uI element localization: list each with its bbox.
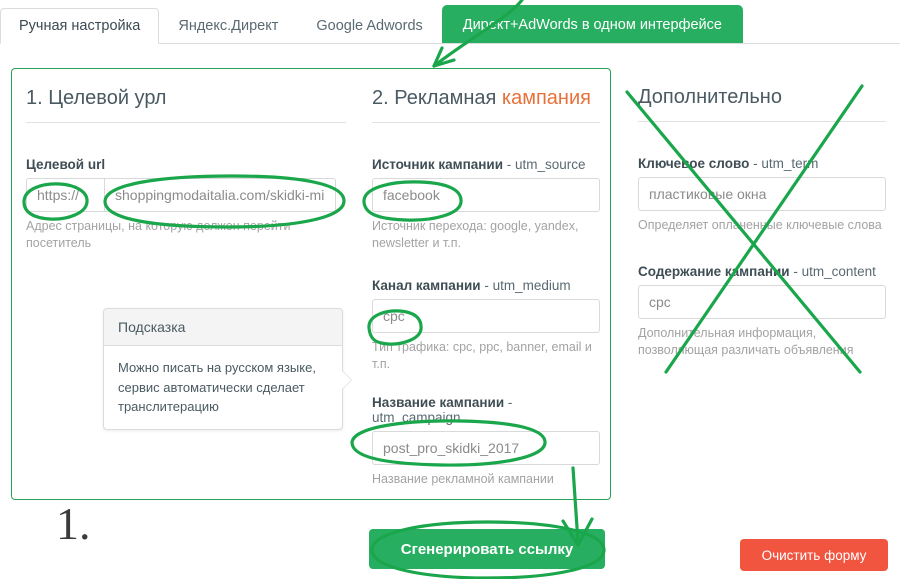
field-utm-content [638,264,886,359]
utm-term-input[interactable] [638,177,886,211]
tab-google-adwords[interactable] [297,7,441,43]
utm-campaign-input[interactable] [372,431,600,465]
step-number-annotation: 1. [56,498,91,549]
tab-label: Яндекс.Директ [178,17,279,34]
label-utm-term [638,156,886,171]
label-param: - utm_medium [480,277,571,293]
protocol-input[interactable] [26,178,104,212]
label-text: Канал кампании [372,277,481,293]
hint-utm-campaign: Название рекламной кампании [372,471,554,486]
column-campaign [372,87,600,487]
hint-utm-source: Источник перехода: google, yandex, newsletter и т.п. [372,219,579,250]
column-title-additional: Дополнительно [638,86,886,122]
column-title-text: Целевой урл [48,87,167,109]
tab-yandex-direct[interactable] [159,7,297,43]
target-url-row [26,178,336,212]
label-utm-medium [372,278,600,293]
label-utm-campaign [372,395,600,425]
label-param: - utm_campaign [372,394,513,425]
tooltip-body: Можно писать на русском языке, сервис автоматически сделает транслитерацию [104,346,342,429]
label-utm-content [638,264,886,279]
generate-link-button[interactable]: Сгенерировать ссылку [369,529,605,569]
label-text: Содержание кампании [638,263,790,279]
utm-medium-input[interactable] [372,299,600,333]
field-utm-source [372,157,600,252]
annotation-arrow-tab-head [434,48,454,66]
column-title-target-url [26,87,346,123]
label-utm-source [372,157,600,172]
tab-manual-setup[interactable] [0,8,159,44]
tooltip-arrow-icon [342,371,351,389]
column-title-text: Рекламная [394,87,502,109]
tooltip-title: Подсказка [104,309,342,346]
label-text: Название кампании [372,394,505,410]
target-url-input[interactable] [104,178,336,212]
label-text: Целевой url [26,157,106,172]
column-title-campaign [372,87,600,123]
column-title-number: 1. [26,87,49,109]
hint-utm-medium: Тип трафика: cpc, ppc, banner, email и т.п. [372,339,592,371]
column-title-number: 2. [372,87,395,109]
column-title-accent: кампания [501,87,591,109]
tab-direct-plus-adwords[interactable] [442,5,743,43]
column-target-url [26,87,336,252]
hint-utm-content: Дополнительная информация, позволяющая различать объявления [638,325,854,357]
label-param: - utm_term [749,156,819,171]
utm-source-input[interactable] [372,178,600,212]
hint-target-url: Адрес страницы, на которую должен перейти посетитель [26,219,291,250]
label-text: Ключевое слово [638,156,750,171]
field-utm-medium [372,278,600,373]
tab-label: Google Adwords [316,17,423,34]
column-additional [638,86,886,359]
field-utm-campaign [372,395,600,488]
tab-bar [0,0,900,44]
label-param: - utm_content [789,263,876,279]
tab-label: Директ+AdWords в одном интерфейсе [462,16,722,33]
clear-form-button[interactable]: Очистить форму [740,539,888,571]
label-target-url [26,157,336,172]
hint-utm-term: Определяет оплаченные ключевые слова [638,218,882,232]
tooltip-popover [103,308,343,430]
label-text: Источник кампании [372,157,504,172]
tab-label: Ручная настройка [19,18,141,34]
utm-content-input[interactable] [638,285,886,319]
field-utm-term [638,156,886,234]
label-param: - utm_source [503,157,586,172]
